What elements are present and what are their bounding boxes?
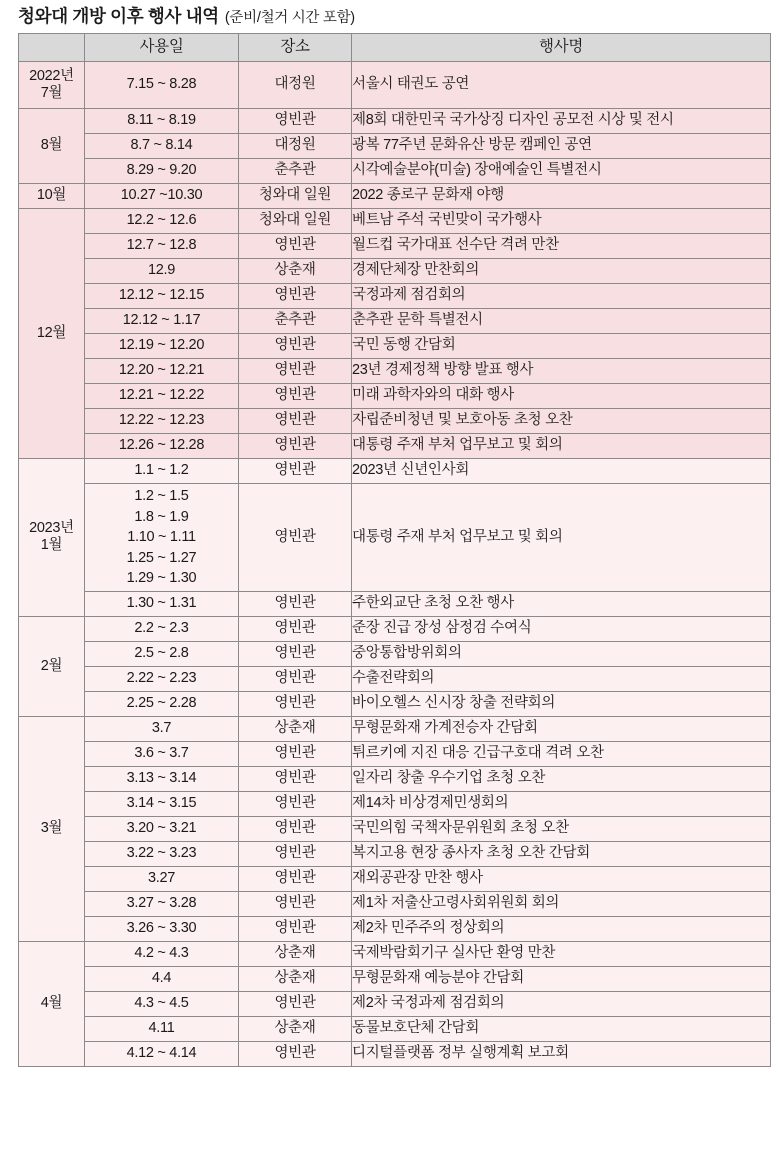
table-row xyxy=(19,841,771,866)
date-cell: 2.25 ~ 2.28 xyxy=(85,691,239,716)
event-name-cell: 무형문화재 예능분야 간담회 xyxy=(352,966,771,991)
event-name-cell: 월드컵 국가대표 선수단 격려 만찬 xyxy=(352,233,771,258)
event-name-cell: 동물보호단체 간담회 xyxy=(352,1016,771,1041)
event-name-cell: 23년 경제정책 방향 발표 행사 xyxy=(352,358,771,383)
table-row xyxy=(19,61,771,108)
event-name-cell: 광복 77주년 문화유산 방문 캠페인 공연 xyxy=(352,133,771,158)
place-cell: 영빈관 xyxy=(239,916,352,941)
date-cell: 4.12 ~ 4.14 xyxy=(85,1041,239,1066)
place-cell: 영빈관 xyxy=(239,691,352,716)
date-cell: 12.7 ~ 12.8 xyxy=(85,233,239,258)
month-cell: 8월 xyxy=(19,108,85,183)
place-cell: 영빈관 xyxy=(239,991,352,1016)
event-name-cell: 디지털플랫폼 정부 실행계획 보고회 xyxy=(352,1041,771,1066)
table-row xyxy=(19,258,771,283)
event-name-cell: 시각예술분야(미술) 장애예술인 특별전시 xyxy=(352,158,771,183)
table-row xyxy=(19,816,771,841)
place-cell: 영빈관 xyxy=(239,616,352,641)
place-cell: 영빈관 xyxy=(239,333,352,358)
event-name-cell: 자립준비청년 및 보호아동 초청 오찬 xyxy=(352,408,771,433)
place-cell: 상춘재 xyxy=(239,941,352,966)
place-cell: 영빈관 xyxy=(239,408,352,433)
event-name-cell: 대통령 주재 부처 업무보고 및 회의 xyxy=(352,433,771,458)
date-cell: 3.13 ~ 3.14 xyxy=(85,766,239,791)
event-name-cell: 대통령 주재 부처 업무보고 및 회의 xyxy=(352,483,771,591)
date-cell xyxy=(85,483,239,591)
date-cell: 4.3 ~ 4.5 xyxy=(85,991,239,1016)
event-name-cell: 주한외교단 초청 오찬 행사 xyxy=(352,591,771,616)
event-name-cell: 베트남 주석 국빈맞이 국가행사 xyxy=(352,208,771,233)
event-name-cell: 재외공관장 만찬 행사 xyxy=(352,866,771,891)
table-row xyxy=(19,208,771,233)
table-row xyxy=(19,158,771,183)
column-header-date: 사용일 xyxy=(85,33,239,61)
title-main-text: 청와대 개방 이후 행사 내역 xyxy=(18,6,219,26)
event-name-cell: 국민의힘 국책자문위원회 초청 오찬 xyxy=(352,816,771,841)
place-cell: 영빈관 xyxy=(239,108,352,133)
date-cell: 8.11 ~ 8.19 xyxy=(85,108,239,133)
event-name-cell: 경제단체장 만찬회의 xyxy=(352,258,771,283)
date-cell: 2.22 ~ 2.23 xyxy=(85,666,239,691)
event-name-cell: 2022 종로구 문화재 야행 xyxy=(352,183,771,208)
date-cell: 12.12 ~ 12.15 xyxy=(85,283,239,308)
table-row xyxy=(19,1041,771,1066)
month-cell: 2월 xyxy=(19,616,85,716)
date-cell: 12.19 ~ 12.20 xyxy=(85,333,239,358)
place-cell: 상춘재 xyxy=(239,966,352,991)
header-row xyxy=(19,33,771,61)
place-cell: 상춘재 xyxy=(239,716,352,741)
event-name-cell: 일자리 창출 우수기업 초청 오찬 xyxy=(352,766,771,791)
date-line: 1.29 ~ 1.30 xyxy=(126,570,197,587)
table-row xyxy=(19,616,771,641)
event-name-cell: 2023년 신년인사회 xyxy=(352,458,771,483)
date-cell: 2.5 ~ 2.8 xyxy=(85,641,239,666)
place-cell: 영빈관 xyxy=(239,591,352,616)
date-cell: 12.20 ~ 12.21 xyxy=(85,358,239,383)
event-name-cell: 서울시 태권도 공연 xyxy=(352,61,771,108)
column-header-place: 장소 xyxy=(239,33,352,61)
table-row xyxy=(19,483,771,591)
events-table xyxy=(18,33,771,1067)
place-cell: 영빈관 xyxy=(239,866,352,891)
table-row xyxy=(19,941,771,966)
place-cell: 영빈관 xyxy=(239,841,352,866)
date-cell: 3.20 ~ 3.21 xyxy=(85,816,239,841)
date-cell: 3.14 ~ 3.15 xyxy=(85,791,239,816)
table-row xyxy=(19,716,771,741)
place-cell: 대정원 xyxy=(239,133,352,158)
month-cell: 4월 xyxy=(19,941,85,1066)
date-cell: 12.2 ~ 12.6 xyxy=(85,208,239,233)
place-cell: 청와대 일원 xyxy=(239,208,352,233)
event-name-cell: 제14차 비상경제민생회의 xyxy=(352,791,771,816)
title-sub-text: (준비/철거 시간 포함) xyxy=(224,10,355,26)
table-header xyxy=(19,33,771,61)
date-line: 1.2 ~ 1.5 xyxy=(134,487,189,504)
table-row xyxy=(19,966,771,991)
column-header-month xyxy=(19,33,85,61)
date-cell: 4.2 ~ 4.3 xyxy=(85,941,239,966)
table-row xyxy=(19,108,771,133)
table-row xyxy=(19,383,771,408)
date-cell: 1.1 ~ 1.2 xyxy=(85,458,239,483)
date-cell: 12.9 xyxy=(85,258,239,283)
place-cell: 영빈관 xyxy=(239,433,352,458)
place-cell: 영빈관 xyxy=(239,766,352,791)
place-cell: 영빈관 xyxy=(239,816,352,841)
table-row xyxy=(19,1016,771,1041)
event-name-cell: 튀르키예 지진 대응 긴급구호대 격려 오찬 xyxy=(352,741,771,766)
date-cell: 1.30 ~ 1.31 xyxy=(85,591,239,616)
table-row xyxy=(19,408,771,433)
place-cell: 춘추관 xyxy=(239,308,352,333)
date-cell: 12.26 ~ 12.28 xyxy=(85,433,239,458)
page-title xyxy=(6,7,773,33)
date-cell: 2.2 ~ 2.3 xyxy=(85,616,239,641)
month-cell: 2022년 7월 xyxy=(19,61,85,108)
date-cell: 3.7 xyxy=(85,716,239,741)
table-row xyxy=(19,183,771,208)
table-row xyxy=(19,741,771,766)
date-cell: 3.26 ~ 3.30 xyxy=(85,916,239,941)
table-row xyxy=(19,666,771,691)
event-name-cell: 바이오헬스 신시장 창출 전략회의 xyxy=(352,691,771,716)
table-row xyxy=(19,308,771,333)
month-cell: 10월 xyxy=(19,183,85,208)
table-row xyxy=(19,791,771,816)
table-body xyxy=(19,61,771,1066)
date-cell: 12.12 ~ 1.17 xyxy=(85,308,239,333)
date-cell: 10.27 ~10.30 xyxy=(85,183,239,208)
event-name-cell: 춘추관 문학 특별전시 xyxy=(352,308,771,333)
date-cell: 4.4 xyxy=(85,966,239,991)
place-cell: 상춘재 xyxy=(239,1016,352,1041)
place-cell: 영빈관 xyxy=(239,483,352,591)
event-name-cell: 제1차 저출산고령사회위원회 회의 xyxy=(352,891,771,916)
month-cell: 2023년 1월 xyxy=(19,458,85,616)
event-name-cell: 준장 진급 장성 삼정검 수여식 xyxy=(352,616,771,641)
date-cell: 12.22 ~ 12.23 xyxy=(85,408,239,433)
date-line: 1.25 ~ 1.27 xyxy=(126,549,197,566)
place-cell: 영빈관 xyxy=(239,358,352,383)
date-cell: 12.21 ~ 12.22 xyxy=(85,383,239,408)
place-cell: 영빈관 xyxy=(239,233,352,258)
event-name-cell: 미래 과학자와의 대화 행사 xyxy=(352,383,771,408)
table-row xyxy=(19,641,771,666)
place-cell: 영빈관 xyxy=(239,458,352,483)
table-row xyxy=(19,891,771,916)
event-name-cell: 수출전략회의 xyxy=(352,666,771,691)
table-row xyxy=(19,691,771,716)
event-name-cell: 무형문화재 가계전승자 간담회 xyxy=(352,716,771,741)
place-cell: 영빈관 xyxy=(239,791,352,816)
place-cell: 영빈관 xyxy=(239,891,352,916)
table-row xyxy=(19,866,771,891)
table-row xyxy=(19,433,771,458)
place-cell: 영빈관 xyxy=(239,283,352,308)
table-row xyxy=(19,358,771,383)
event-name-cell: 제2차 민주주의 정상회의 xyxy=(352,916,771,941)
date-cell: 8.29 ~ 9.20 xyxy=(85,158,239,183)
event-name-cell: 국제박람회기구 실사단 환영 만찬 xyxy=(352,941,771,966)
date-cell: 4.11 xyxy=(85,1016,239,1041)
table-row xyxy=(19,283,771,308)
date-cell: 3.27 ~ 3.28 xyxy=(85,891,239,916)
table-row xyxy=(19,591,771,616)
event-name-cell: 복지고용 현장 종사자 초청 오찬 간담회 xyxy=(352,841,771,866)
date-cell: 8.7 ~ 8.14 xyxy=(85,133,239,158)
place-cell: 영빈관 xyxy=(239,383,352,408)
place-cell: 청와대 일원 xyxy=(239,183,352,208)
column-header-event: 행사명 xyxy=(352,33,771,61)
table-row xyxy=(19,133,771,158)
event-name-cell: 중앙통합방위회의 xyxy=(352,641,771,666)
event-name-cell: 제8회 대한민국 국가상징 디자인 공모전 시상 및 전시 xyxy=(352,108,771,133)
table-row xyxy=(19,991,771,1016)
place-cell: 영빈관 xyxy=(239,741,352,766)
place-cell: 대정원 xyxy=(239,61,352,108)
place-cell: 영빈관 xyxy=(239,641,352,666)
table-row xyxy=(19,766,771,791)
date-cell: 3.6 ~ 3.7 xyxy=(85,741,239,766)
event-name-cell: 국정과제 점검회의 xyxy=(352,283,771,308)
month-cell: 3월 xyxy=(19,716,85,941)
date-cell: 3.27 xyxy=(85,866,239,891)
event-name-cell: 제2차 국정과제 점검회의 xyxy=(352,991,771,1016)
date-cell: 3.22 ~ 3.23 xyxy=(85,841,239,866)
event-name-cell: 국민 동행 간담회 xyxy=(352,333,771,358)
place-cell: 영빈관 xyxy=(239,666,352,691)
place-cell: 상춘재 xyxy=(239,258,352,283)
month-cell: 12월 xyxy=(19,208,85,458)
date-line: 1.10 ~ 1.11 xyxy=(127,529,196,546)
place-cell: 영빈관 xyxy=(239,1041,352,1066)
table-row xyxy=(19,233,771,258)
table-row xyxy=(19,916,771,941)
date-cell: 7.15 ~ 8.28 xyxy=(85,61,239,108)
date-line: 1.8 ~ 1.9 xyxy=(134,508,189,525)
table-row xyxy=(19,458,771,483)
table-row xyxy=(19,333,771,358)
place-cell: 춘추관 xyxy=(239,158,352,183)
